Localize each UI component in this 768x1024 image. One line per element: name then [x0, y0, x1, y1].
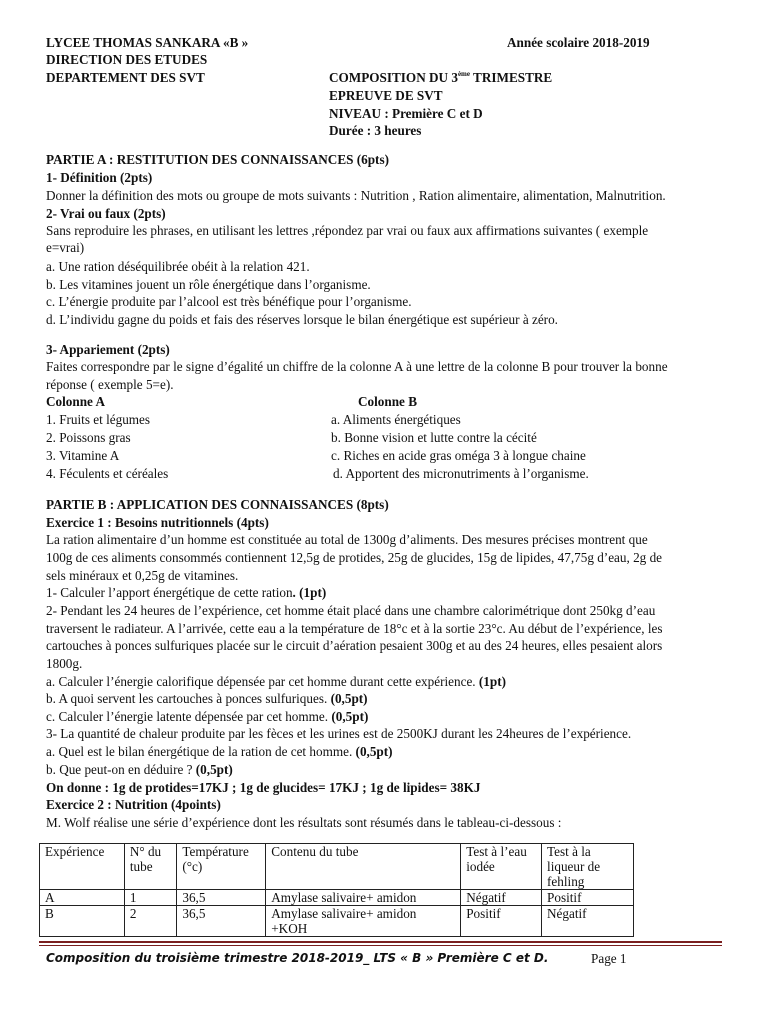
column-b-item: d. Apportent des micronutriments à l’organisme.	[333, 466, 589, 481]
niveau: NIVEAU : Première C et D	[329, 106, 483, 121]
ex1-q2-line1: 2- Pendant les 24 heures de l’expérience, cet homme était placé dans une chambre calorimétrique dont 250kg d’eau	[46, 603, 656, 618]
ex1-given-values: On donne : 1g de protides=17KJ ; 1g de glucides= 17KJ ; 1g de lipides= 38KJ	[46, 780, 481, 795]
ex1-paragraph-1: La ration alimentaire d’un homme est constituée au total de 1300g d’aliments. Des mesures précises montrent que	[46, 532, 648, 547]
ex1-q1: 1- Calculer l’apport énergétique de cette ration. (1pt)	[46, 585, 327, 600]
ex2-text: M. Wolf réalise une série d’expérience dont les résultats sont résumés dans le tableau-ci-dessous :	[46, 815, 562, 830]
q2-text-2: e=vrai)	[46, 240, 85, 255]
column-b-item: a. Aliments énergétiques	[331, 412, 461, 427]
q3-title: 3- Appariement (2pts)	[46, 342, 170, 357]
q2-text-1: Sans reproduire les phrases, en utilisant les lettres ,répondez par vrai ou faux aux affirmations suivantes ( exemple	[46, 223, 649, 238]
duree: Durée : 3 heures	[329, 123, 422, 138]
ex1-title: Exercice 1 : Besoins nutritionnels (4pts)	[46, 515, 269, 530]
department: DEPARTEMENT DES SVT	[46, 70, 205, 85]
school-year: Année scolaire 2018-2019	[507, 35, 650, 50]
table-header-cell: N° du tube	[124, 844, 177, 890]
table-row	[40, 890, 634, 906]
ex1-q2a: a. Calculer l’énergie calorifique dépensée par cet homme durant cette expérience. (1pt)	[46, 674, 506, 689]
q1-title: 1- Définition (2pts)	[46, 170, 153, 185]
table-cell: 36,5	[177, 890, 266, 906]
table-cell: Positif	[461, 906, 542, 937]
table-cell: Amylase salivaire+ amidon +KOH	[266, 906, 461, 937]
table-cell: 36,5	[177, 906, 266, 937]
ex1-q2c: c. Calculer l’énergie latente dépensée par cet homme. (0,5pt)	[46, 709, 369, 724]
table-header-cell: Test à la liqueur de fehling	[542, 844, 634, 890]
page-number: Page 1	[591, 951, 627, 966]
table-cell: Négatif	[542, 906, 634, 937]
column-b-title: Colonne B	[358, 394, 417, 409]
table-cell: Négatif	[461, 890, 542, 906]
q2-item-a: a. Une ration déséquilibrée obéit à la relation 421.	[46, 259, 310, 274]
q2-item-d: d. L’individu gagne du poids et fais des réserves lorsque le bilan énergétique est supérieur à zéro.	[46, 312, 558, 327]
q2-item-b: b. Les vitamines jouent un rôle énergétique dans l’organisme.	[46, 277, 371, 292]
table-header-cell: Température (°c)	[177, 844, 266, 890]
table-header-cell: Contenu du tube	[266, 844, 461, 890]
epreuve: EPREUVE DE SVT	[329, 88, 443, 103]
school-name: LYCEE THOMAS SANKARA «B »	[46, 35, 249, 50]
table-header-cell: Expérience	[40, 844, 125, 890]
table-cell: 1	[124, 890, 177, 906]
ex1-q2b: b. A quoi servent les cartouches à ponces sulfuriques. (0,5pt)	[46, 691, 368, 706]
table-header-cell: Test à l’eau iodée	[461, 844, 542, 890]
table-cell: 2	[124, 906, 177, 937]
column-a-title: Colonne A	[46, 394, 105, 409]
experiment-table	[39, 843, 634, 937]
ex1-q3b: b. Que peut-on en déduire ? (0,5pt)	[46, 762, 233, 777]
q3-text-2: réponse ( exemple 5=e).	[46, 377, 174, 392]
ex1-paragraph-2: 100g de ces aliments consommés contiennent 12,5g de protides, 25g de glucides, 15g de lipides, 47,75g d’eau, 2g de	[46, 550, 663, 565]
table-cell: Amylase salivaire+ amidon	[266, 890, 461, 906]
q2-title: 2- Vrai ou faux (2pts)	[46, 206, 166, 221]
composition-title: COMPOSITION DU 3ème TRIMESTRE	[329, 70, 553, 85]
ex1-q2-line2: traversent le radiateur. A l’arrivée, cette eau a la température de 18°c et à la sortie 23°c. Au début de l’expérience, les	[46, 621, 663, 636]
partB-title: PARTIE B : APPLICATION DES CONNAISSANCES (8pts)	[46, 497, 389, 512]
partA-title: PARTIE A : RESTITUTION DES CONNAISSANCES (6pts)	[46, 152, 389, 167]
column-a-item: 1. Fruits et légumes	[46, 412, 151, 427]
ex2-title: Exercice 2 : Nutrition (4points)	[46, 797, 221, 812]
q1-text: Donner la définition des mots ou groupe de mots suivants : Nutrition , Ration alimentaire, alimentation, Malnutrition.	[46, 188, 666, 203]
table-row	[40, 906, 634, 937]
q3-text-1: Faites correspondre par le signe d’égalité un chiffre de la colonne A à une lettre de la colonne B pour trouver la bonne	[46, 359, 668, 374]
ex1-q2-line3: cartouches à ponces sulfuriques placée sur le circuit d’aération pesaient 300g et au des 24 heures, elles pesaient alors	[46, 638, 663, 653]
footer-text: Composition du troisième trimestre 2018-2019_ LTS « B » Première C et D.	[46, 951, 549, 965]
table-cell: Positif	[542, 890, 634, 906]
column-b-item: b. Bonne vision et lutte contre la cécité	[331, 430, 537, 445]
footer-rule	[39, 941, 722, 943]
column-b-item: c. Riches en acide gras oméga 3 à longue chaine	[331, 448, 586, 463]
q2-item-c: c. L’énergie produite par l’alcool est très bénéfique pour l’organisme.	[46, 294, 412, 309]
ex1-q3: 3- La quantité de chaleur produite par les fèces et les urines est de 2500KJ durant les 24heures de l’expérience.	[46, 726, 632, 741]
table-header-row	[40, 844, 634, 890]
table-cell: B	[40, 906, 125, 937]
column-a-item: 3. Vitamine A	[46, 448, 120, 463]
table-cell: A	[40, 890, 125, 906]
ex1-q2-line4: 1800g.	[46, 656, 83, 671]
direction: DIRECTION DES ETUDES	[46, 52, 208, 67]
column-a-item: 4. Féculents et céréales	[46, 466, 169, 481]
ex1-q3a: a. Quel est le bilan énergétique de la ration de cet homme. (0,5pt)	[46, 744, 393, 759]
footer-rule-thin	[39, 945, 722, 946]
ex1-paragraph-3: sels minéraux et 0,25g de vitamines.	[46, 568, 239, 583]
column-a-item: 2. Poissons gras	[46, 430, 131, 445]
